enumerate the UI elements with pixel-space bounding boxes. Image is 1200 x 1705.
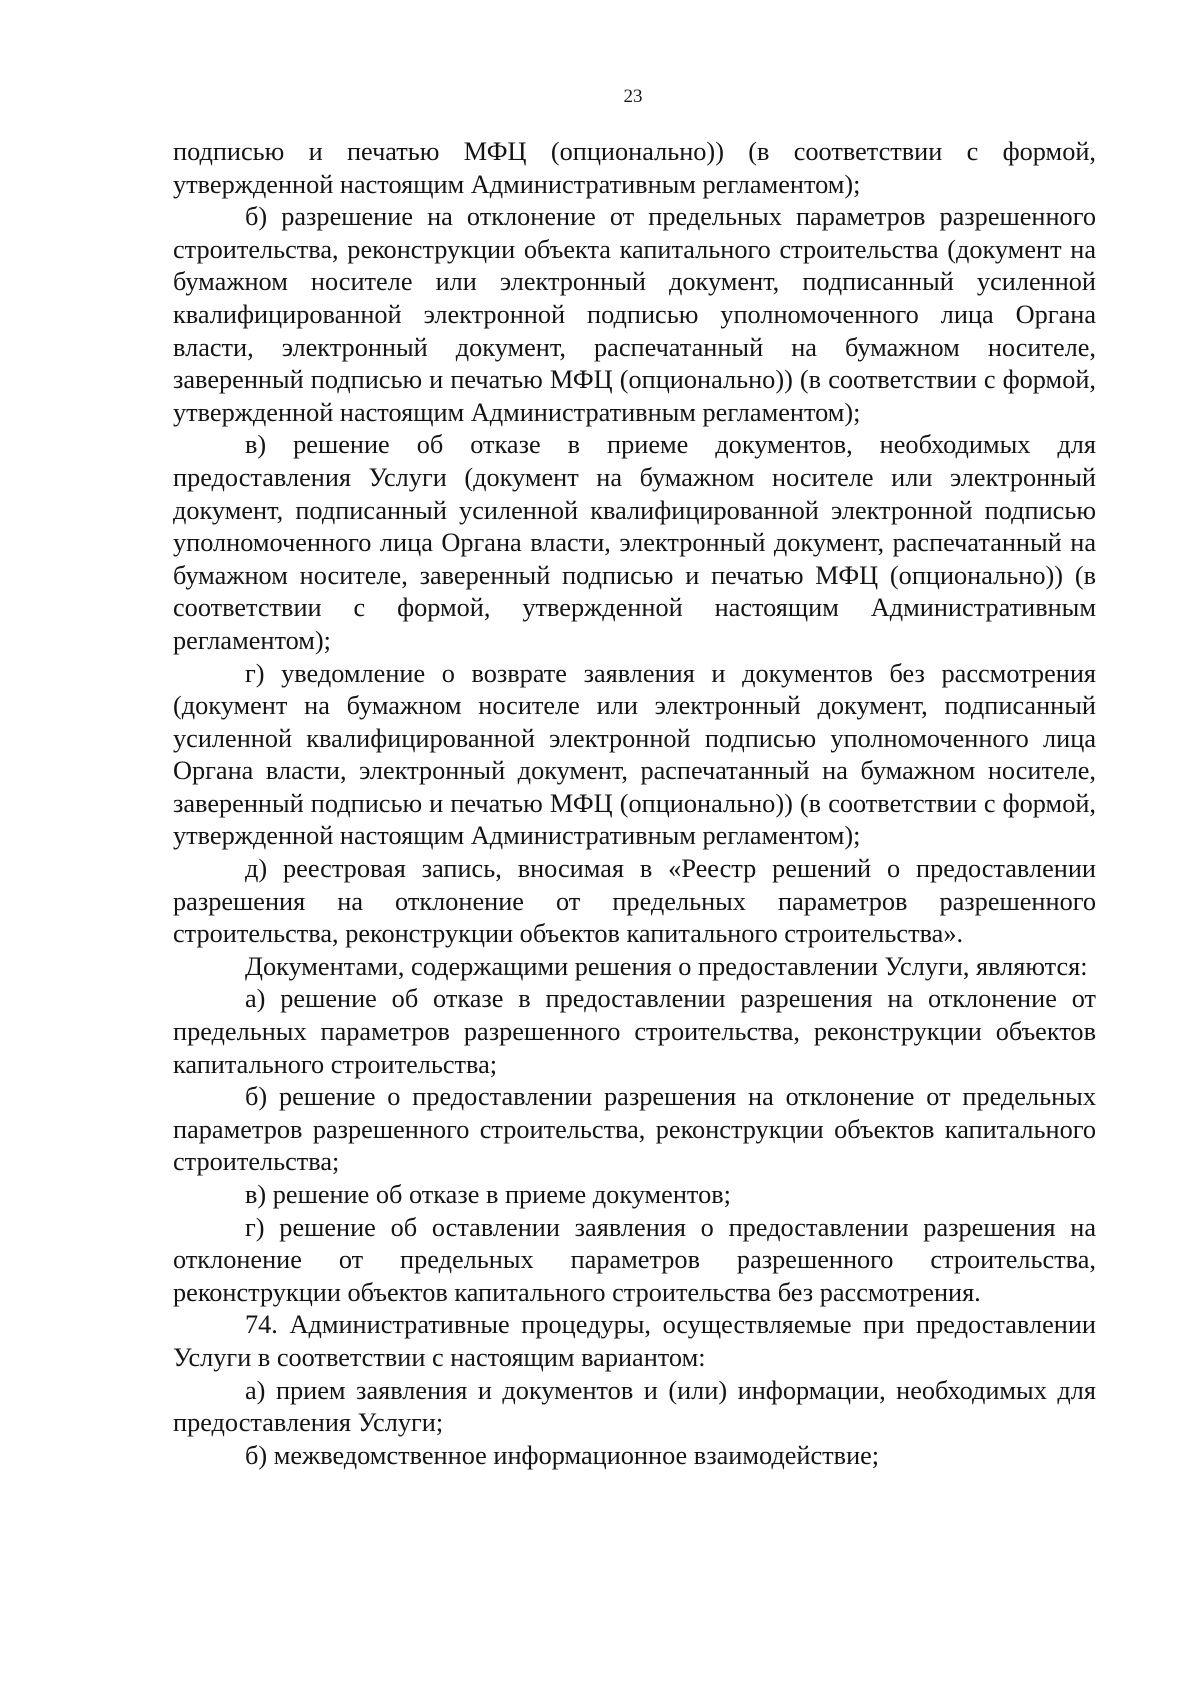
paragraph-procedure-b: б) межведомственное информационное взаимодействие;	[245, 1440, 880, 1470]
paragraph-decision-b: б) решение о предоставлении разрешения на отклонение от предельных параметров разрешенного строительства, реконструкции объектов капитального строительства;	[173, 1082, 1096, 1177]
paragraph-section-74: 74. Административные процедуры, осуществляемые при предоставлении Услуги в соответствии с настоящим вариантом:	[173, 1310, 1096, 1372]
page-number: 23	[623, 86, 643, 107]
document-body	[173, 136, 1096, 1472]
paragraph-item-d-registry-record: д) реестровая запись, вносимая в «Реестр решений о предоставлении разрешения на отклонение от предельных параметров разрешенного строительства, реконструкции объектов капитального строительства».	[173, 854, 1096, 949]
paragraph-procedure-a: а) прием заявления и документов и (или) информации, необходимых для предоставления Услуги;	[173, 1375, 1096, 1438]
paragraph-decision-a: а) решение об отказе в предоставлении разрешения на отклонение от предельных параметров разрешенного строительства, реконструкции объектов капитального строительства;	[173, 984, 1096, 1079]
paragraph-item-v-refusal-documents: в) решение об отказе в приеме документов, необходимых для предоставления Услуги (документ на бумажном носителе или электронный документ, подписанный усиленной квалифицированной электронной подписью уполномоченного лица Органа власти, электронный документ, распечатанный на бумажном носителе, заверенный подписью и печатью МФЦ (опционально)) (в соответствии с формой, утвержденной настоящим Административным регламентом);	[173, 430, 1096, 655]
paragraph-item-g-return-notice: г) уведомление о возврате заявления и документов без рассмотрения (документ на бумажном носителе или электронный документ, подписанный усиленной квалифицированной электронной подписью уполномоченного лица Органа власти, электронный документ, распечатанный на бумажном носителе, заверенный подписью и печатью МФЦ (опционально)) (в соответствии с формой, утвержденной настоящим Административным регламентом);	[173, 658, 1096, 851]
paragraph-decision-documents-intro: Документами, содержащими решения о предоставлении Услуги, являются:	[245, 951, 1088, 981]
paragraph-item-b-permit: б) разрешение на отклонение от предельных параметров разрешенного строительства, реконструкции объекта капитального строительства (документ на бумажном носителе или электронный документ, подписанный усиленной квалифицированной электронной подписью уполномоченного лица Органа власти, электронный документ, распечатанный на бумажном носителе, заверенный подписью и печатью МФЦ (опционально)) (в соответствии с формой, утвержденной настоящим Административным регламентом);	[173, 202, 1096, 427]
paragraph-continuation: подписью и печатью МФЦ (опционально)) (в соответствии с формой, утвержденной настоящим Административным регламентом);	[173, 137, 1096, 199]
paragraph-decision-g: г) решение об оставлении заявления о предоставлении разрешения на отклонение от предельных параметров разрешенного строительства, реконструкции объектов капитального строительства без рассмотрения.	[173, 1212, 1096, 1307]
paragraph-decision-v: в) решение об отказе в приеме документов;	[245, 1180, 731, 1209]
